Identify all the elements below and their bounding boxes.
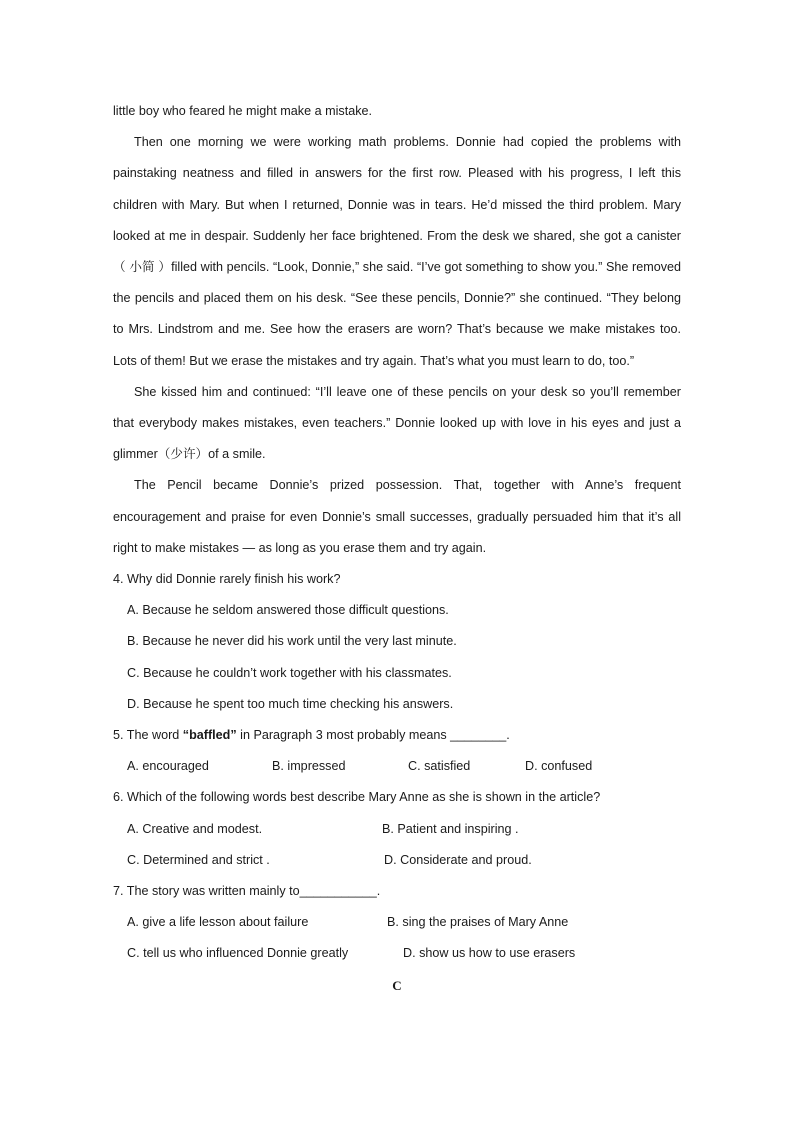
reading-passage bbox=[113, 96, 681, 564]
question-6-option-c: C. Determined and strict . bbox=[127, 852, 270, 867]
question-5-blank: ________ bbox=[450, 728, 507, 743]
question-4-option-b: B. Because he never did his work until the very last minute. bbox=[127, 634, 457, 649]
question-4-option-c: C. Because he couldn’t work together with his classmates. bbox=[127, 665, 452, 680]
question-6-stem: 6. Which of the following words best describe Mary Anne as she is shown in the article? bbox=[113, 790, 601, 805]
question-7-stem bbox=[113, 876, 681, 907]
question-7-option-d: D. show us how to use erasers bbox=[403, 946, 576, 961]
question-7-option-c: C. tell us who influenced Donnie greatly bbox=[127, 946, 349, 961]
question-7-options-row-1 bbox=[113, 907, 681, 938]
question-6-option-b: B. Patient and inspiring . bbox=[382, 821, 519, 836]
question-5-stem-after: in Paragraph 3 most probably means bbox=[236, 728, 451, 743]
question-6-option-d: D. Considerate and proud. bbox=[384, 852, 532, 867]
question-5-stem bbox=[113, 720, 681, 751]
question-5-option-d: D. confused bbox=[525, 759, 593, 774]
passage-paragraph: little boy who feared he might make a mistake. bbox=[113, 104, 372, 118]
question-5-options bbox=[113, 751, 681, 782]
question-5-option-a: A. encouraged bbox=[127, 759, 209, 774]
question-5-option-c: C. satisfied bbox=[408, 759, 471, 774]
question-4-stem: 4. Why did Donnie rarely finish his work? bbox=[113, 572, 341, 587]
question-5-option-b: B. impressed bbox=[272, 759, 346, 774]
question-7-option-a: A. give a life lesson about failure bbox=[127, 915, 309, 930]
question-6-options-row-1 bbox=[113, 814, 681, 845]
question-5-stem-before: 5. The word bbox=[113, 728, 183, 743]
question-5-keyword: “baffled” bbox=[182, 728, 237, 743]
question-7-option-b: B. sing the praises of Mary Anne bbox=[387, 915, 569, 930]
passage-paragraph: Then one morning we were working math problems. Donnie had copied the problems with painstaking neatness and filled in answers for the first row. Pleased with his progress, I left this children with Mary. But when I returned, Donnie was in tears. He’d missed the third problem. Mary looked at me in despair. Suddenly her face brightened. From the desk we shared, she got a canister（ 小简 ）filled with pencils. “Look, Donnie,” she said. “I’ve got something to show you.” She removed the pencils and placed them on his desk. “See these pencils, Donnie?” she continued. “They belong to Mrs. Lindstrom and me. See how the erasers are worn? That’s because we make mistakes too. Lots of them! But we erase the mistakes and try again. That’s what you must learn to do, too.” bbox=[113, 135, 681, 368]
question-7-options-row-2 bbox=[113, 938, 681, 969]
question-6-option-a: A. Creative and modest. bbox=[127, 821, 263, 836]
question-7-end: . bbox=[376, 884, 381, 899]
passage-paragraph: She kissed him and continued: “I’ll leave one of these pencils on your desk so you’ll remember that everybody makes mistakes, even teachers.” Donnie looked up with love in his eyes and just a glimmer（少许）of a smile. bbox=[113, 384, 681, 462]
question-5-end: . bbox=[506, 728, 510, 743]
question-6-options-row-2 bbox=[113, 845, 681, 876]
section-label: C bbox=[392, 977, 402, 993]
document-page bbox=[113, 96, 681, 1001]
question-4-option-d: D. Because he spent too much time checking his answers. bbox=[127, 696, 454, 711]
question-4-option-a: A. Because he seldom answered those difficult questions. bbox=[127, 603, 449, 618]
question-7-stem-before: 7. The story was written mainly to bbox=[113, 884, 300, 899]
question-7-blank: ___________ bbox=[299, 884, 377, 899]
passage-paragraph: The Pencil became Donnie’s prized possession. That, together with Anne’s frequent encouragement and praise for even Donnie’s small successes, gradually persuaded him that it’s all right to make mistakes — as long as you erase them and try again. bbox=[113, 478, 681, 555]
